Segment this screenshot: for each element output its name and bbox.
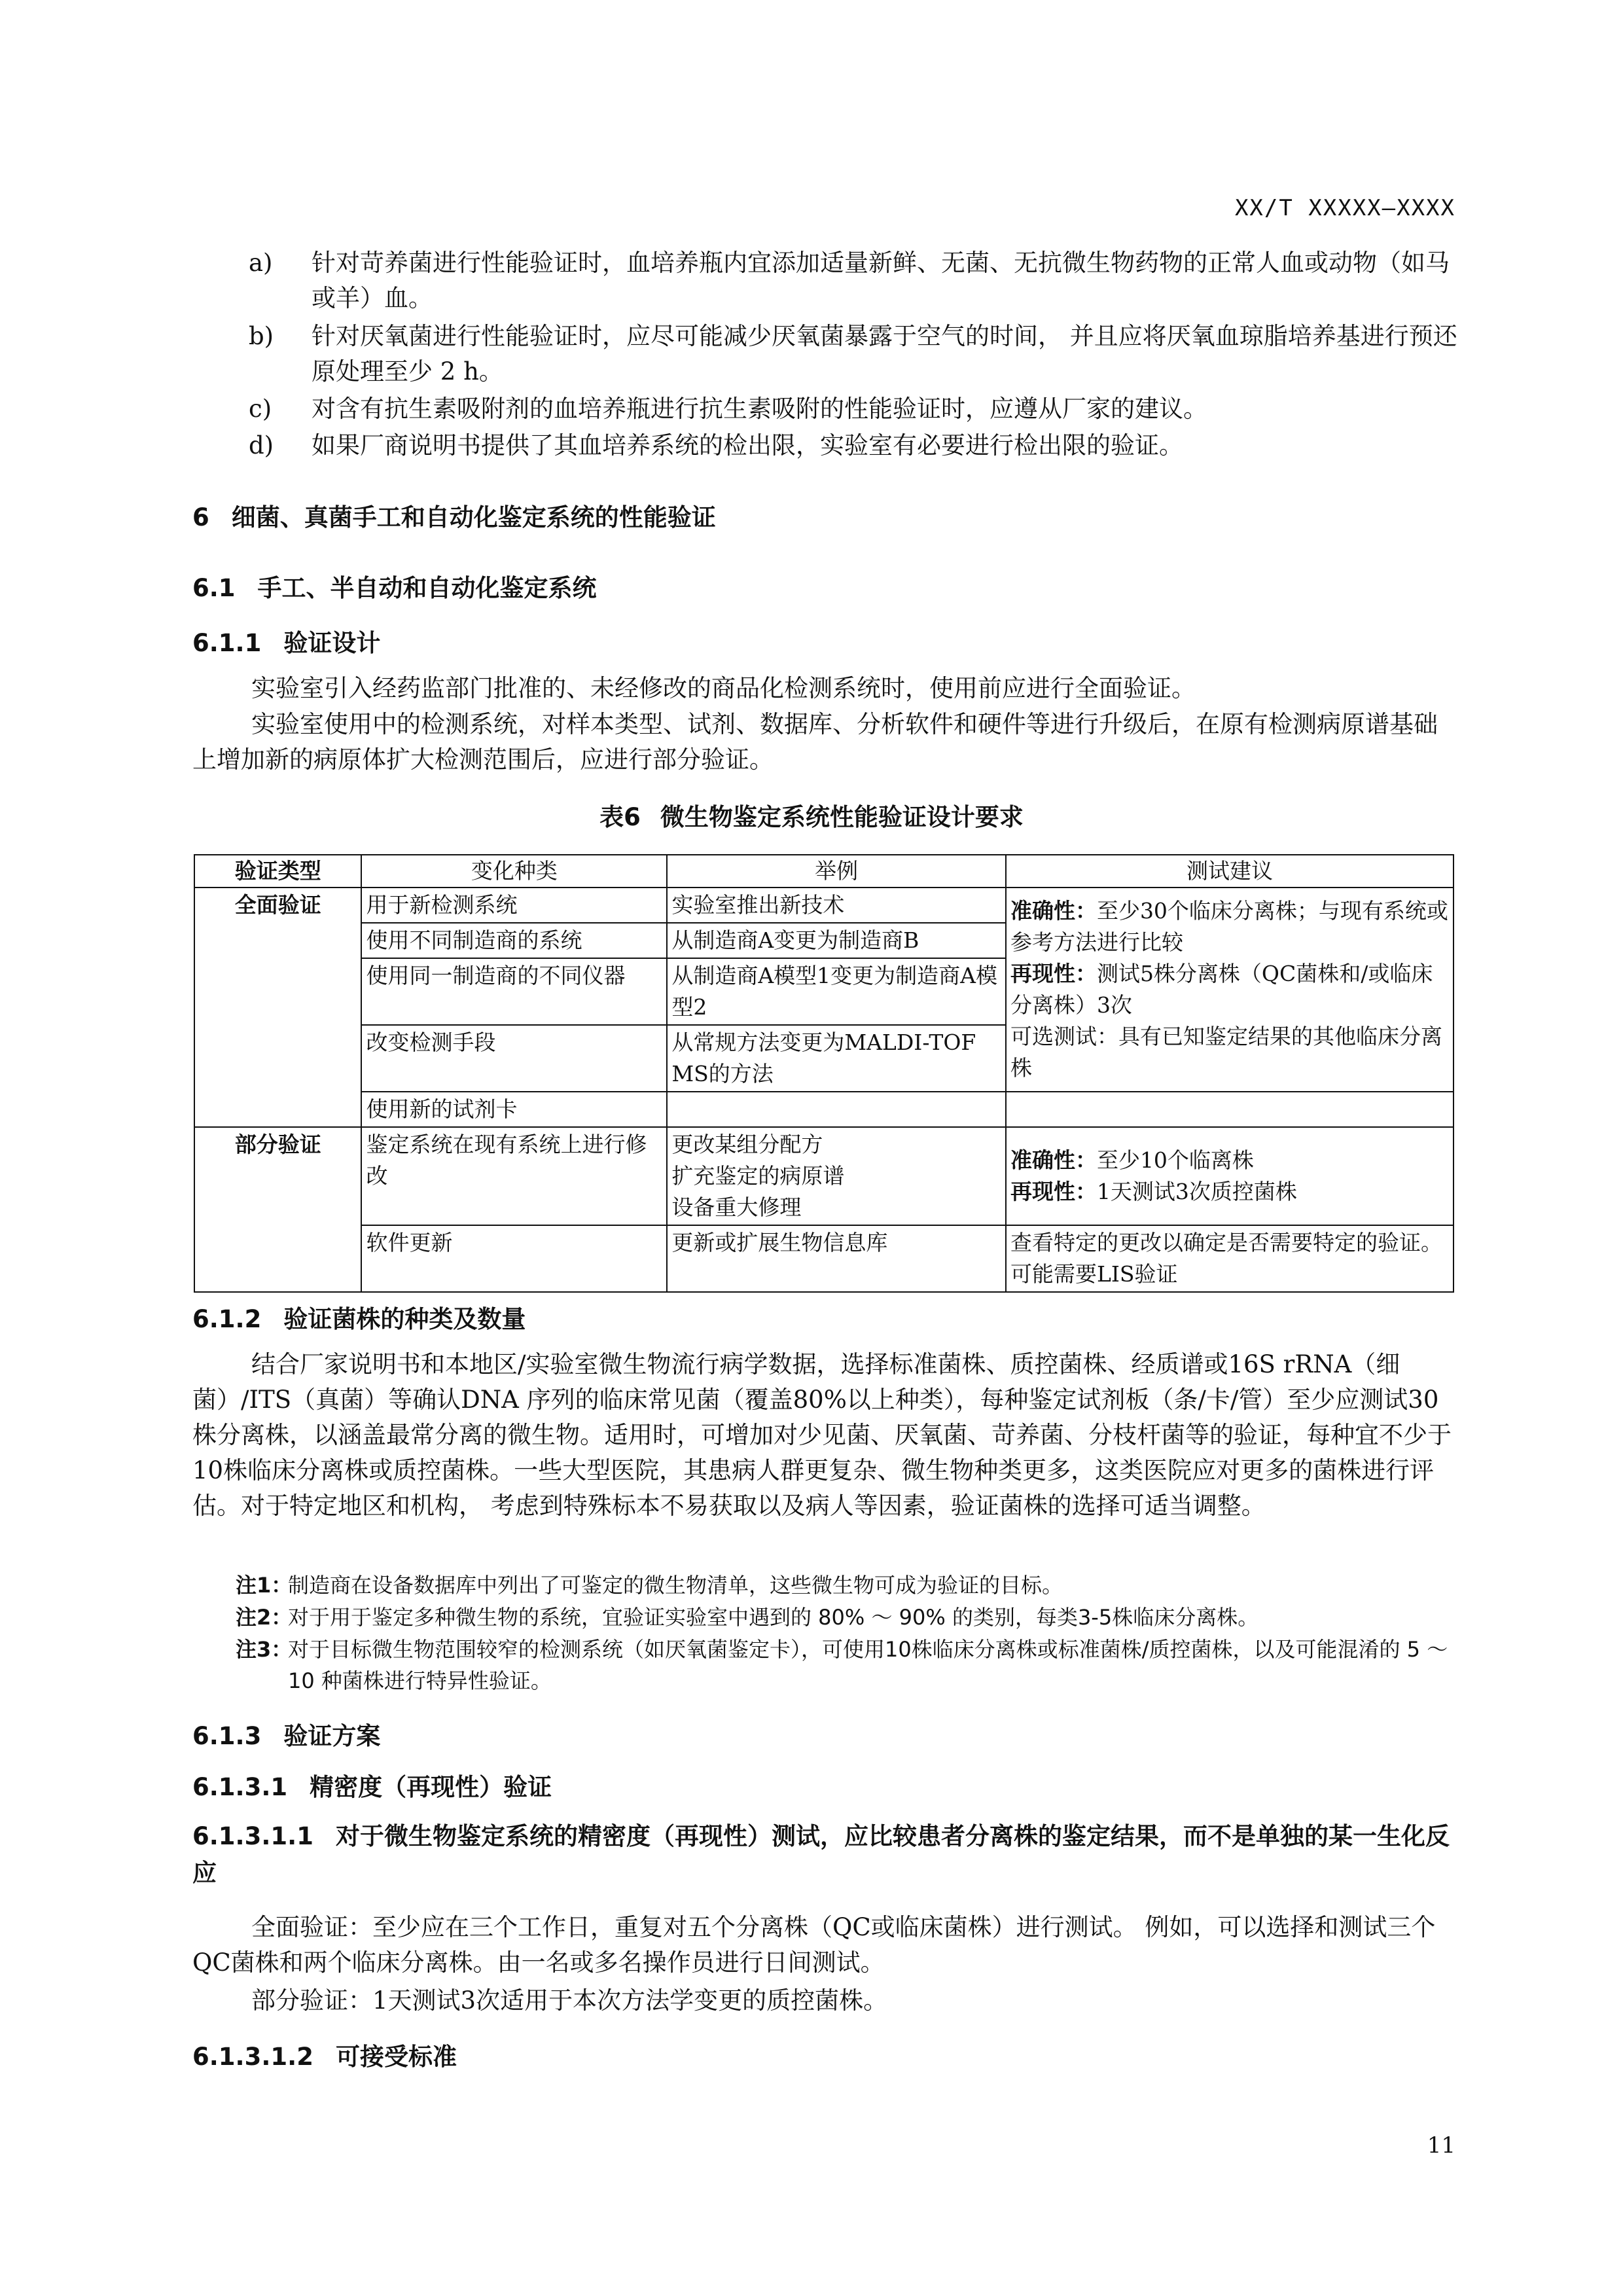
accuracy-label: 准确性： (1010, 1147, 1097, 1173)
reproducibility-label: 再现性： (1010, 961, 1097, 986)
section-number: 6.1.2 (192, 1305, 262, 1333)
recommendation-cell (1006, 888, 1454, 1092)
verification-type: 部分验证 (234, 1132, 321, 1157)
table-header-cell: 测试建议 (1006, 855, 1454, 888)
section-heading (192, 1299, 526, 1335)
section-heading (192, 568, 597, 603)
list-item-label: c) (249, 395, 272, 423)
reproducibility-text: 1天测试3次质控菌株 (1096, 1179, 1297, 1204)
note-label: 注2： (236, 1605, 293, 1630)
example-cell: 实验室推出新技术 (667, 888, 1006, 923)
table-row (194, 888, 1454, 923)
example-cell: 从制造商A模型1变更为制造商A模型2 (667, 958, 1006, 1025)
reproducibility-text: 测试5株分离株（QC菌株和/或临床分离株）3次 (1010, 961, 1433, 1018)
reproducibility-label: 再现性： (1010, 1179, 1097, 1204)
table-header-cell: 验证类型 (194, 855, 361, 888)
section-title: 精密度（再现性）验证 (310, 1773, 552, 1801)
recommendation-cell (1006, 1092, 1454, 1127)
list-item-text: 针对厌氧菌进行性能验证时，应尽可能减少厌氧菌暴露于空气的时间， 并且应将厌氧血琼脂培养基进行预还原处理至少 2 h。 (312, 322, 1457, 386)
section-title: 细菌、真菌手工和自动化鉴定系统的性能验证 (231, 503, 716, 531)
section-heading (192, 623, 380, 658)
verification-type-cell (194, 1127, 361, 1292)
verification-type-cell (194, 888, 361, 1127)
note-label: 注1： (236, 1573, 293, 1598)
table-title (0, 797, 1623, 833)
change-cell: 鉴定系统在现有系统上进行修改 (361, 1127, 667, 1225)
change-cell: 用于新检测系统 (361, 888, 667, 923)
document-code: XX/T XXXXX—XXXX (1234, 195, 1455, 221)
recommendation-cell (1006, 1127, 1454, 1225)
section-heading (192, 1818, 1455, 1892)
section-title: 验证菌株的种类及数量 (283, 1305, 526, 1333)
accuracy-text: 至少10个临离株 (1096, 1147, 1254, 1173)
note-text: 制造商在设备数据库中列出了可鉴定的微生物清单，这些微生物可成为验证的目标。 (288, 1573, 1063, 1598)
accuracy-text: 至少30个临床分离株；与现有系统或参考方法进行比较 (1010, 898, 1448, 955)
example-cell: 更新或扩展生物信息库 (667, 1225, 1006, 1292)
accuracy-label: 准确性： (1010, 898, 1097, 924)
verification-design-table (194, 854, 1454, 1293)
recommendation-cell: 查看特定的更改以确定是否需要特定的验证。可能需要LIS验证 (1006, 1225, 1454, 1292)
section-number: 6.1.3.1 (192, 1773, 288, 1801)
paragraph: 部分验证：1天测试3次适用于本次方法学变更的质控菌株。 (251, 1986, 888, 2015)
example-line: 更改某组分配方 (671, 1132, 823, 1157)
page-number: 11 (1427, 2132, 1455, 2159)
table-row (194, 1225, 1454, 1292)
section-heading (192, 2037, 457, 2072)
table-row (194, 1092, 1454, 1127)
change-cell: 改变检测手段 (361, 1025, 667, 1092)
table-header-row (194, 855, 1454, 888)
paragraph: 实验室引入经药监部门批准的、未经修改的商品化检测系统时，使用前应进行全面验证。 (251, 674, 1196, 702)
change-cell: 使用同一制造商的不同仪器 (361, 958, 667, 1025)
change-cell: 使用新的试剂卡 (361, 1092, 667, 1127)
change-cell: 使用不同制造商的系统 (361, 923, 667, 958)
paragraph: 实验室使用中的检测系统，对样本类型、试剂、数据库、分析软件和硬件等进行升级后，在原有检测病原谱基础上增加新的病原体扩大检测范围后，应进行部分验证。 (192, 710, 1438, 774)
table-row (194, 1127, 1454, 1225)
example-cell: 从制造商A变更为制造商B (667, 923, 1006, 958)
paragraph: 结合厂家说明书和本地区/实验室微生物流行病学数据，选择标准菌株、质控菌株、经质谱或16S rRNA（细菌）/ITS（真菌）等确认DNA 序列的临床常见菌（覆盖80%以上种类），每种鉴定试剂板（条/卡/管）至少应测试30株分离株，以涵盖最常分离的微生物。适用时，可增加对少见菌、厌氧菌、苛养菌、分枝杆菌等的验证，每种宜不少于10株临床分离株或质控菌株。一些大型医院，其患病人群更复杂、微生物种类更多，这类医院应对更多的菌株进行评估。对于特定地区和机构， 考虑到特殊标本不易获取以及病人等因素，验证菌株的选择可适当调整。 (192, 1350, 1452, 1520)
section-title: 对于微生物鉴定系统的精密度（再现性）测试，应比较患者分离株的鉴定结果，而不是单独的某一生化反应 (192, 1822, 1450, 1887)
table-header-cell: 变化种类 (361, 855, 667, 888)
note-text: 对于目标微生物范围较窄的检测系统（如厌氧菌鉴定卡），可使用10株临床分离株或标准菌株/质控菌株，以及可能混淆的 5 ～ 10 种菌株进行特异性验证。 (288, 1637, 1448, 1693)
section-title: 验证设计 (283, 629, 381, 657)
section-number: 6.1.3.1.1 (192, 1822, 313, 1850)
list-item-label: a) (249, 249, 273, 277)
list-item-text: 对含有抗生素吸附剂的血培养瓶进行抗生素吸附的性能验证时，应遵从厂家的建议。 (312, 395, 1207, 423)
table-number: 表6 (599, 803, 641, 831)
verification-type: 全面验证 (234, 892, 321, 918)
list-item-label: b) (249, 322, 274, 350)
example-cell (667, 1092, 1006, 1127)
note-label: 注3： (236, 1637, 293, 1662)
section-heading (192, 497, 716, 533)
section-number: 6 (192, 503, 209, 531)
table-header-cell: 举例 (667, 855, 1006, 888)
example-line: 扩充鉴定的病原谱 (671, 1163, 845, 1189)
section-number: 6.1.3 (192, 1722, 262, 1750)
section-heading (192, 1767, 552, 1803)
paragraph: 全面验证：至少应在三个工作日，重复对五个分离株（QC或临床菌株）进行测试。 例如，可以选择和测试三个QC菌株和两个临床分离株。由一名或多名操作员进行日间测试。 (192, 1913, 1436, 1977)
table-title-text: 微生物鉴定系统性能验证设计要求 (660, 803, 1024, 831)
list-item-label: d) (249, 431, 274, 459)
optional-test-text: 可选测试：具有已知鉴定结果的其他临床分离株 (1010, 1024, 1442, 1081)
example-cell: 从常规方法变更为MALDI-TOF MS的方法 (667, 1025, 1006, 1092)
section-number: 6.1.3.1.2 (192, 2043, 313, 2071)
section-number: 6.1 (192, 574, 236, 602)
example-cell (667, 1127, 1006, 1225)
section-heading (192, 1716, 380, 1751)
note-text: 对于用于鉴定多种微生物的系统，宜验证实验室中遇到的 80% ～ 90% 的类别，每类3-5株临床分离株。 (288, 1605, 1259, 1630)
change-cell: 软件更新 (361, 1225, 667, 1292)
section-number: 6.1.1 (192, 629, 262, 657)
example-line: 设备重大修理 (671, 1194, 802, 1220)
section-title: 验证方案 (283, 1722, 381, 1750)
list-item-text: 针对苛养菌进行性能验证时，血培养瓶内宜添加适量新鲜、无菌、无抗微生物药物的正常人血或动物（如马或羊）血。 (312, 249, 1450, 312)
section-title: 可接受标准 (335, 2043, 457, 2071)
list-item-text: 如果厂商说明书提供了其血培养系统的检出限，实验室有必要进行检出限的验证。 (312, 431, 1183, 459)
section-title: 手工、半自动和自动化鉴定系统 (257, 574, 597, 602)
